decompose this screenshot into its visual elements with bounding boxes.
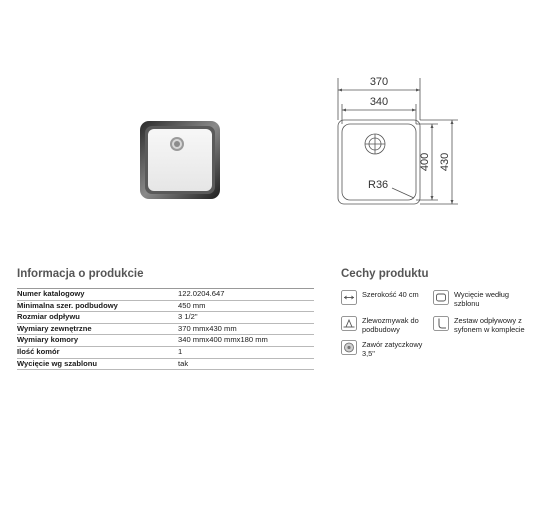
siphon-icon bbox=[433, 316, 449, 331]
table-row bbox=[17, 359, 314, 371]
spec-label: Rozmiar odpływu bbox=[17, 312, 80, 322]
table-row bbox=[17, 347, 314, 359]
spec-value: 1 bbox=[178, 346, 183, 356]
inner-height-label: 400 bbox=[419, 152, 431, 172]
feature-width bbox=[341, 290, 442, 305]
dimension-drawing bbox=[330, 70, 490, 210]
table-row bbox=[17, 289, 314, 301]
table-row bbox=[17, 301, 314, 313]
feature-cutout-text: Wycięcie według szblonu bbox=[454, 290, 509, 309]
radius-label: R36 bbox=[368, 179, 389, 191]
feature-plug-text: Zawór zatyczkowy 3,5" bbox=[362, 340, 423, 359]
outer-width-label: 370 bbox=[369, 76, 389, 88]
spec-table bbox=[17, 288, 314, 370]
feature-cutout bbox=[433, 290, 516, 309]
width-icon bbox=[341, 290, 357, 305]
spec-label: Minimalna szer. podbudowy bbox=[17, 300, 118, 310]
product-photo bbox=[139, 120, 221, 200]
outer-height-label: 430 bbox=[439, 152, 451, 172]
spec-value: 3 1/2" bbox=[178, 312, 198, 322]
feature-siphon-text: Zestaw odpływowy z syfonem w komplecie bbox=[454, 316, 525, 335]
cutout-icon bbox=[433, 290, 449, 305]
feature-width-text: Szerokość 40 cm bbox=[362, 290, 419, 299]
spec-label: Numer katalogowy bbox=[17, 289, 85, 298]
spec-value: 122.0204.647 bbox=[178, 289, 225, 298]
feature-siphon bbox=[433, 316, 542, 335]
spec-label: Wycięcie wg szablonu bbox=[17, 358, 98, 368]
feature-plug bbox=[341, 340, 428, 359]
spec-label: Wymiary zewnętrzne bbox=[17, 323, 92, 333]
undermount-icon bbox=[341, 316, 357, 331]
inner-width-label: 340 bbox=[369, 96, 389, 108]
spec-value: 450 mm bbox=[178, 300, 206, 310]
feature-undermount-text: Zlewozmywak do podbudowy bbox=[362, 316, 419, 335]
info-section-title: Informacja o produkcie bbox=[17, 268, 144, 280]
spec-value: 370 mmx430 mm bbox=[178, 323, 237, 333]
table-row bbox=[17, 335, 314, 347]
table-row bbox=[17, 324, 314, 336]
table-row bbox=[17, 312, 314, 324]
plug-icon bbox=[341, 340, 357, 355]
features-section-title: Cechy produktu bbox=[341, 268, 429, 280]
spec-value: 340 mmx400 mmx180 mm bbox=[178, 335, 268, 345]
feature-undermount bbox=[341, 316, 428, 335]
spec-label: Wymiary komory bbox=[17, 335, 79, 345]
spec-label: Ilość komór bbox=[17, 346, 60, 356]
spec-value: tak bbox=[178, 358, 189, 368]
